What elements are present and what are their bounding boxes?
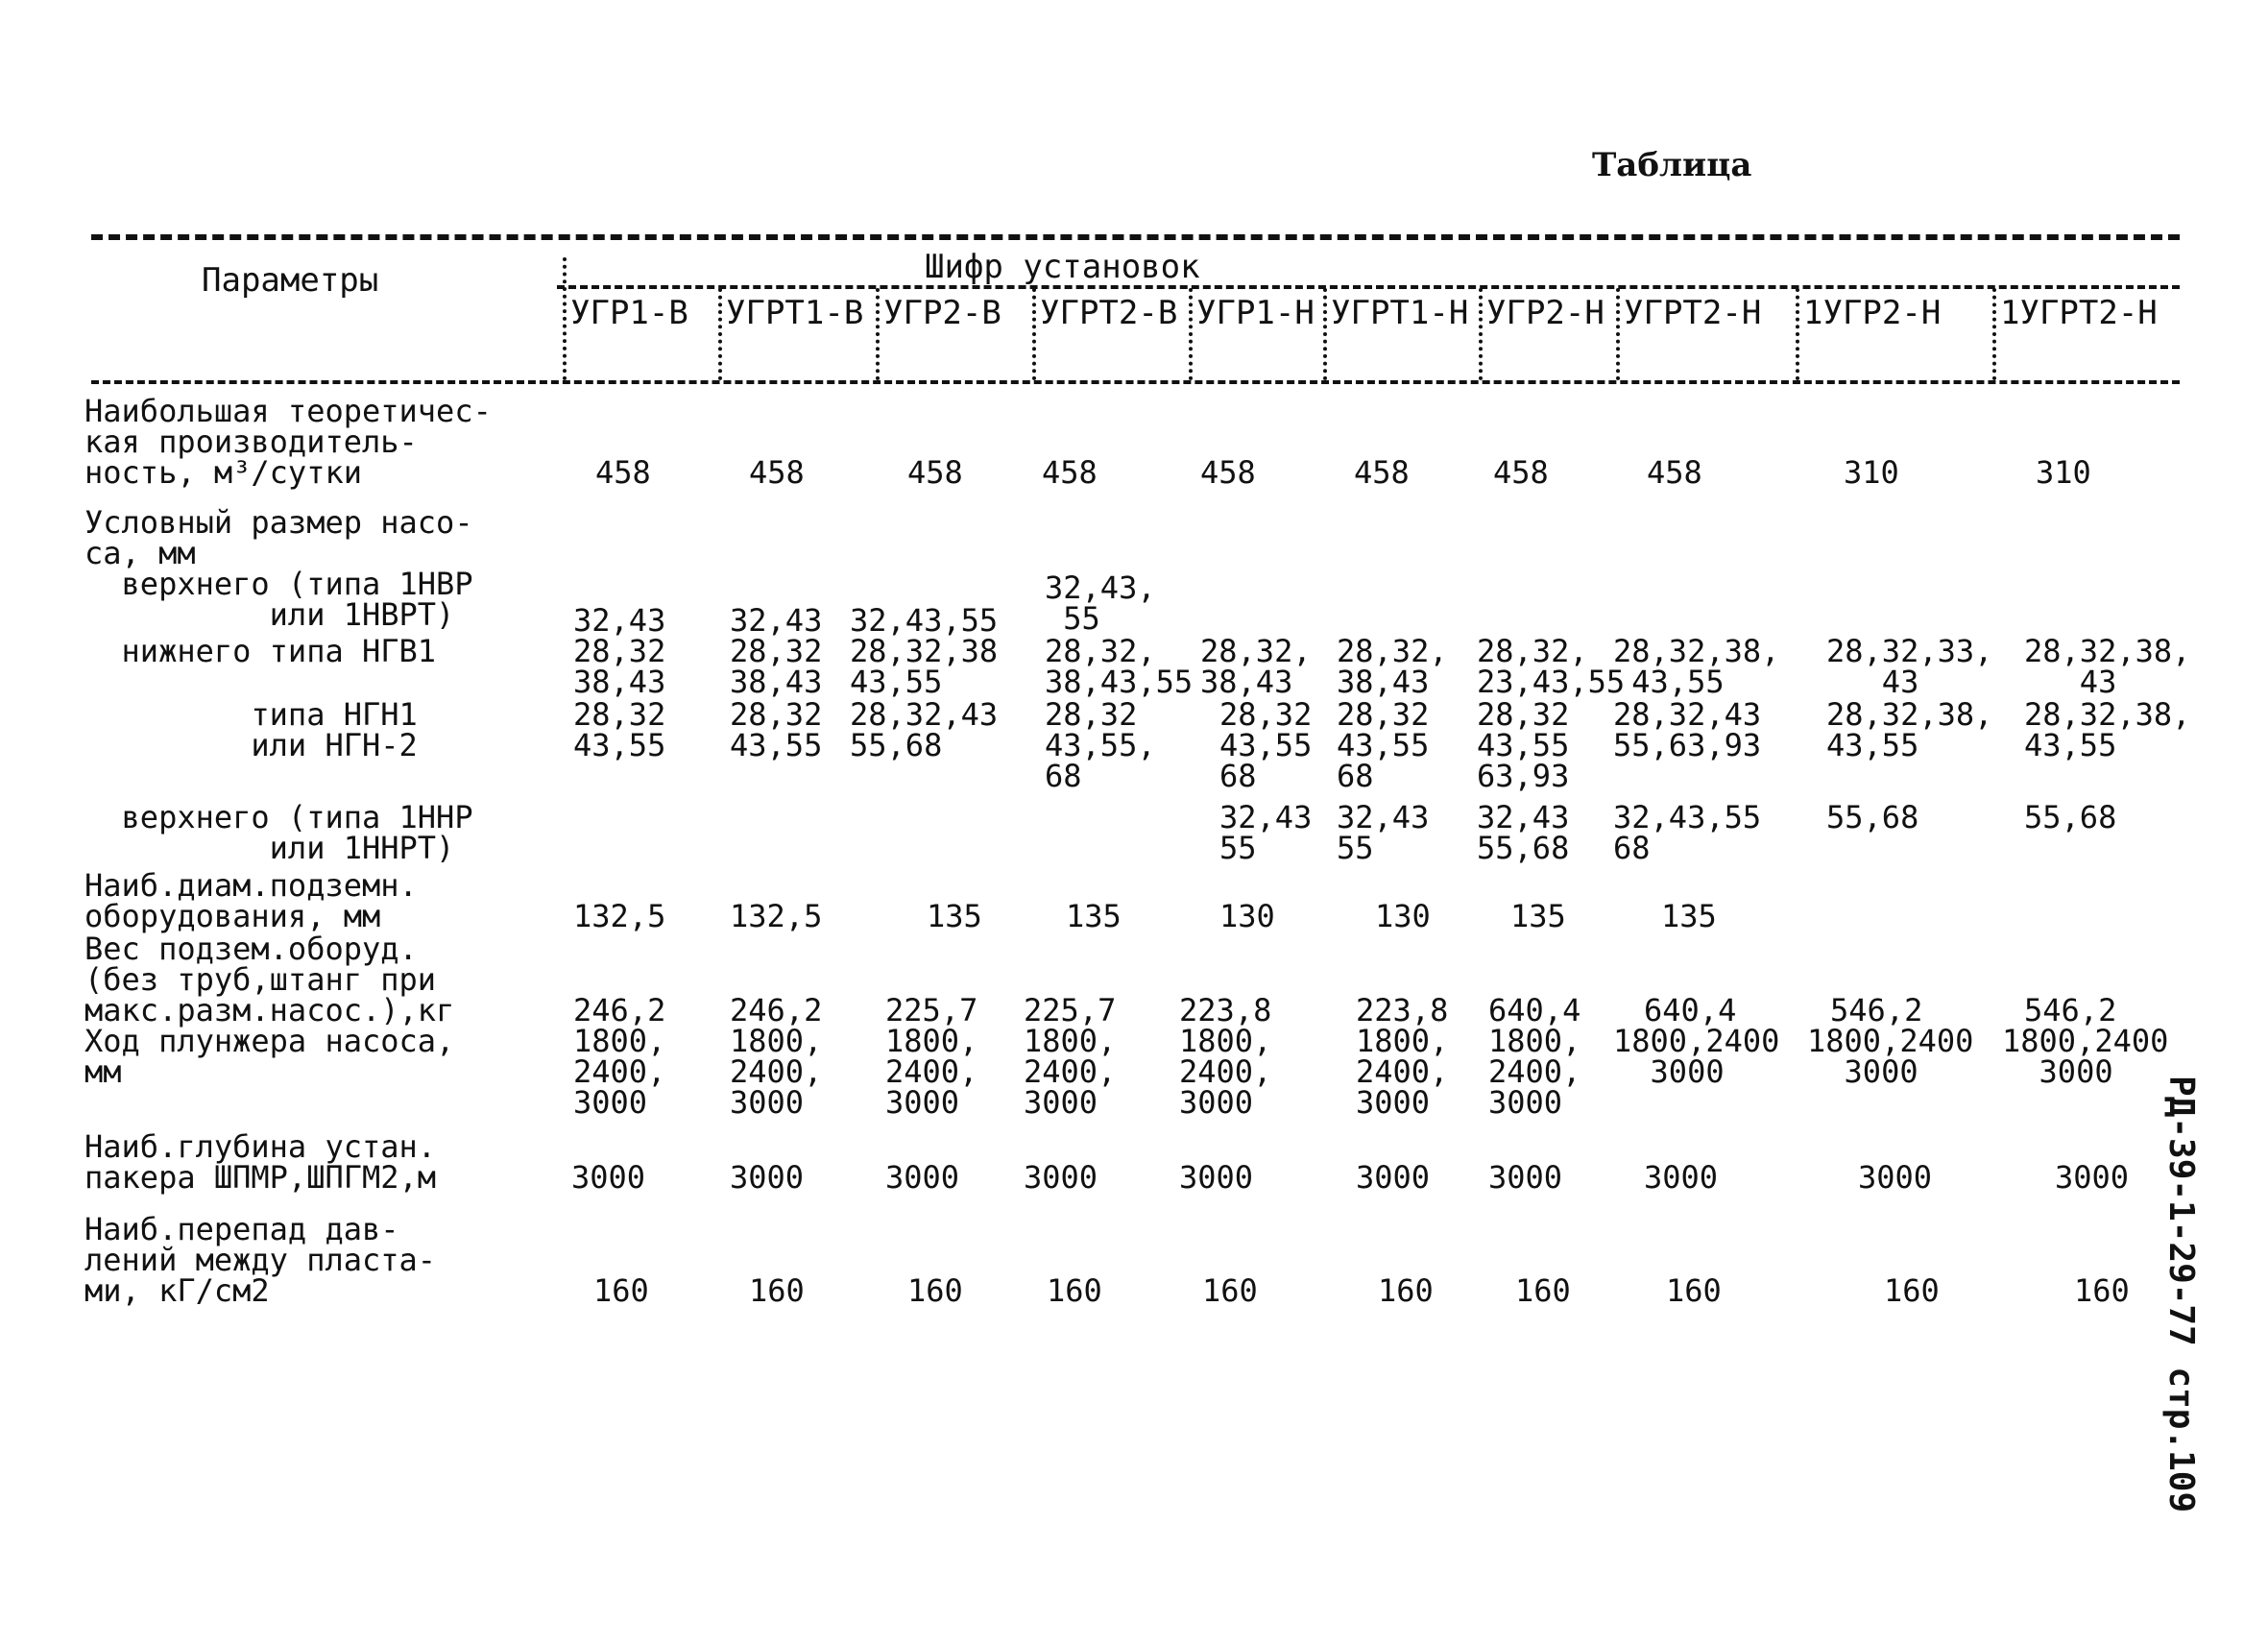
table-cell: 135 xyxy=(1510,898,1566,934)
table-cell: 1800,2400 3000 xyxy=(1613,1023,1780,1090)
table-cell: 135 xyxy=(1661,898,1717,934)
table-cell: 160 xyxy=(749,1272,805,1309)
row-label-pump-size: Условный размер насо- са, мм xyxy=(84,504,473,571)
column-header: УГР2-В xyxy=(883,294,1001,332)
table-cell: 32,43, 55 xyxy=(1045,569,1156,637)
table-cell: 223,8 xyxy=(1356,992,1449,1028)
row-label-lower-ngn: типа НГН1 или НГН-2 xyxy=(251,696,418,763)
table-cell: 3000 xyxy=(1024,1159,1098,1196)
column-header: УГРТ1-В xyxy=(726,294,864,332)
table-cell: 160 xyxy=(1378,1272,1434,1309)
table-cell: 130 xyxy=(1375,898,1431,934)
table-cell: 458 xyxy=(1042,454,1098,491)
row-label-productivity: Наибольшая теоретичес- кая производитель- ность, м³/сутки xyxy=(84,393,492,491)
column-separator xyxy=(1479,288,1483,380)
table-cell: 28,32, 38,43 xyxy=(1200,633,1312,700)
table-cell: 160 xyxy=(1515,1272,1571,1309)
row-label-stroke: Ход плунжера насоса, мм xyxy=(84,1023,455,1090)
table-cell: 225,7 xyxy=(1024,992,1117,1028)
table-cell: 1800,2400 3000 xyxy=(2002,1023,2169,1090)
table-cell: 32,43 55,68 xyxy=(1477,799,1570,866)
table-cell: 3000 xyxy=(571,1159,646,1196)
group-header-rule xyxy=(557,285,2180,289)
column-header: УГР1-Н xyxy=(1196,294,1315,332)
table-cell: 132,5 xyxy=(730,898,823,934)
page-title: Таблица xyxy=(1592,146,1752,184)
table-cell: 160 xyxy=(593,1272,649,1309)
column-separator xyxy=(1796,288,1799,380)
column-header: УГРТ2-Н xyxy=(1624,294,1762,332)
table-cell: 28,32 43,55 xyxy=(573,696,666,763)
table-cell: 28,32 43,55 63,93 xyxy=(1477,696,1570,794)
table-cell: 458 xyxy=(595,454,651,491)
table-cell: 3000 xyxy=(2055,1159,2130,1196)
table-cell: 3000 xyxy=(1356,1159,1431,1196)
table-cell: 32,43 55 xyxy=(1337,799,1430,866)
row-label-weight: Вес подзем.оборуд. (без труб,штанг при макс.разм.насос.),кг xyxy=(84,931,455,1028)
table-cell: 246,2 xyxy=(730,992,823,1028)
table-cell: 1800, 2400, 3000 xyxy=(1488,1023,1581,1121)
row-label-lower-ngv: нижнего типа НГВ1 xyxy=(84,633,437,669)
group-header: Шифр установок xyxy=(925,248,1200,286)
column-separator xyxy=(718,288,722,380)
table-cell: 28,32,38, 43 xyxy=(2024,633,2191,700)
table-cell: 546,2 xyxy=(2024,992,2117,1028)
table-cell: 28,32,43 55,63,93 xyxy=(1613,696,1762,763)
column-header: 1УГР2-Н xyxy=(1803,294,1942,332)
table-cell: 28,32 38,43 xyxy=(730,633,823,700)
table-cell: 32,43 55 xyxy=(1219,799,1313,866)
table-cell: 458 xyxy=(1354,454,1410,491)
table-cell: 160 xyxy=(1202,1272,1258,1309)
column-header: 1УГРТ2-Н xyxy=(2000,294,2158,332)
table-cell: 55,68 xyxy=(2024,799,2117,835)
table-cell: 160 xyxy=(1884,1272,1940,1309)
table-cell: 3000 xyxy=(1858,1159,1933,1196)
table-cell: 160 xyxy=(1047,1272,1102,1309)
column-header: УГР1-В xyxy=(570,294,688,332)
table-cell: 640,4 xyxy=(1644,992,1737,1028)
table-cell: 28,32 38,43 xyxy=(573,633,666,700)
table-cell: 28,32,38, 43,55 xyxy=(2024,696,2191,763)
table-cell: 28,32,43 55,68 xyxy=(850,696,999,763)
table-cell: 1800, 2400, 3000 xyxy=(730,1023,823,1121)
column-separator xyxy=(1992,288,1996,380)
row-label-packer-depth: Наиб.глубина устан. пакера ШПМР,ШПГМ2,м xyxy=(84,1128,437,1196)
column-header: УГРТ2-В xyxy=(1040,294,1178,332)
table-cell: 32,43 xyxy=(573,602,666,639)
row-label-upper-nnr: верхнего (типа 1ННР или 1ННРТ) xyxy=(121,799,473,866)
table-cell: 160 xyxy=(1666,1272,1722,1309)
table-cell: 132,5 xyxy=(573,898,666,934)
table-cell: 28,32 43,55 68 xyxy=(1337,696,1430,794)
table-cell: 223,8 xyxy=(1179,992,1272,1028)
table-cell: 310 xyxy=(1844,454,1899,491)
table-cell: 458 xyxy=(1647,454,1702,491)
table-cell: 32,43,55 68 xyxy=(1613,799,1762,866)
column-separator xyxy=(1189,288,1193,380)
table-cell: 55,68 xyxy=(1826,799,1919,835)
table-cell: 246,2 xyxy=(573,992,666,1028)
document-code: РД-39-1-29-77 стр.109 xyxy=(2161,1076,2201,1513)
table-cell: 225,7 xyxy=(885,992,978,1028)
table-cell: 28,32, 38,43,55 xyxy=(1045,633,1194,700)
table-cell: 1800, 2400, 3000 xyxy=(1024,1023,1117,1121)
column-separator xyxy=(563,257,567,380)
table-cell: 28,32,33, 43 xyxy=(1826,633,1993,700)
table-cell: 458 xyxy=(907,454,963,491)
table-cell: 28,32 43,55, 68 xyxy=(1045,696,1156,794)
table-cell: 458 xyxy=(1200,454,1256,491)
table-cell: 1800, 2400, 3000 xyxy=(573,1023,666,1121)
table-cell: 135 xyxy=(927,898,982,934)
table-cell: 28,32, 23,43,55 xyxy=(1477,633,1626,700)
table-cell: 3000 xyxy=(1488,1159,1563,1196)
table-cell: 28,32, 38,43 xyxy=(1337,633,1448,700)
table-cell: 1800,2400 3000 xyxy=(1807,1023,1974,1090)
table-cell: 28,32,38 43,55 xyxy=(850,633,999,700)
column-header: УГР2-Н xyxy=(1486,294,1604,332)
table-cell: 1800, 2400, 3000 xyxy=(885,1023,978,1121)
column-separator xyxy=(876,288,880,380)
column-separator xyxy=(1323,288,1327,380)
table-cell: 160 xyxy=(907,1272,963,1309)
table-cell: 130 xyxy=(1219,898,1275,934)
table-cell: 160 xyxy=(2074,1272,2130,1309)
table-cell: 3000 xyxy=(885,1159,960,1196)
table-cell: 135 xyxy=(1066,898,1122,934)
table-cell: 28,32,38, 43,55 xyxy=(1826,696,1993,763)
row-label-upper-pump: верхнего (типа 1НВР или 1НВРТ) xyxy=(121,566,473,633)
column-separator xyxy=(1032,288,1036,380)
table-cell: 458 xyxy=(749,454,805,491)
table-cell: 640,4 xyxy=(1488,992,1581,1028)
table-cell: 28,32 43,55 xyxy=(730,696,823,763)
table-cell: 1800, 2400, 3000 xyxy=(1356,1023,1449,1121)
table-cell: 32,43,55 xyxy=(850,602,999,639)
row-label-pressure-diff: Наиб.перепад дав- лений между пласта- ми, кГ/см2 xyxy=(84,1211,437,1309)
table-cell: 28,32 43,55 68 xyxy=(1219,696,1313,794)
column-header: УГРТ1-Н xyxy=(1331,294,1469,332)
header-bottom-rule xyxy=(91,380,2180,384)
table-cell: 310 xyxy=(2036,454,2091,491)
table-cell: 28,32,38, 43,55 xyxy=(1613,633,1780,700)
table-cell: 3000 xyxy=(1644,1159,1719,1196)
row-label-max-diameter: Наиб.диам.подземн. оборудования, мм xyxy=(84,867,418,934)
table-cell: 546,2 xyxy=(1830,992,1923,1028)
table-cell: 458 xyxy=(1493,454,1549,491)
table-cell: 3000 xyxy=(730,1159,805,1196)
column-separator xyxy=(1616,288,1620,380)
table-cell: 1800, 2400, 3000 xyxy=(1179,1023,1272,1121)
parameters-header: Параметры xyxy=(202,261,379,300)
table-top-rule xyxy=(91,234,2180,240)
table-cell: 3000 xyxy=(1179,1159,1254,1196)
table-cell: 32,43 xyxy=(730,602,823,639)
